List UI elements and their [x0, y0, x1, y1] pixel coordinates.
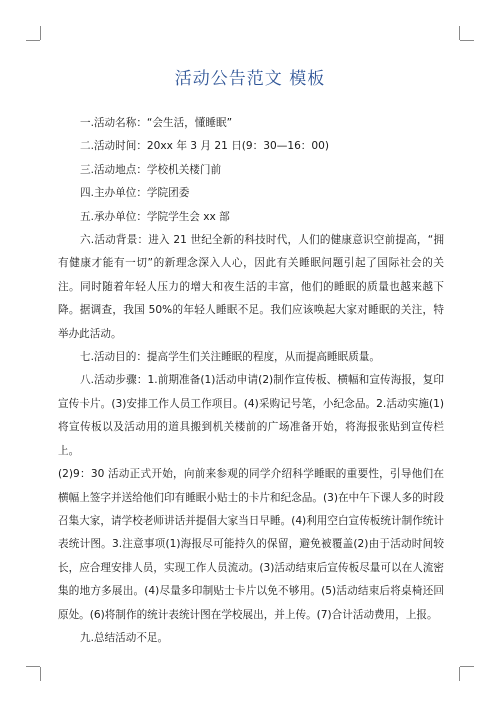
paragraph-purpose: 七.活动目的：提高学生们关注睡眠的程度，从而提高睡眠质量。 [80, 351, 380, 364]
paragraph-activity-location: 三.活动地点：学校机关楼门前 [80, 163, 222, 176]
corner-mark-bottom-left-horizontal [26, 666, 40, 667]
paragraph-activity-name: 一.活动名称：“会生活，懂睡眠” [80, 117, 233, 129]
document-body [58, 112, 444, 650]
paragraph-background: 六.活动背景：进入 21 世纪全新的科技时代，人们的健康意识空前提高，“拥有健康才能有一切”的新理念深入人心，因此有关睡眠问题引起了国际社会的关注。同时随着年轻人压力的增大和夜生活的丰富，他们的睡眠的质量也越来越下降。据调查，我国 50%的年轻人睡眠不足。我们应该唤起大家对睡眠的关注，特举办此活动。 [58, 234, 444, 340]
paragraph-activity-time: 二.活动时间：20xx 年 3 月 21 日(9：30—16：00) [80, 140, 330, 153]
paragraph-steps: 八.活动步骤：1.前期准备(1)活动申请(2)制作宣传板、横幅和宣传海报，复印宣传卡片。(3)安排工作人员工作项目。(4)采购记号笔，小纪念品。2.活动实施(1)将宣传板以及活动用的道具搬到机关楼前的广场准备开始，将海报张贴到宣传栏上。 [58, 374, 444, 457]
paragraph-organizer: 四.主办单位：学院团委 [80, 187, 190, 200]
corner-mark-bottom-left-vertical [40, 667, 41, 681]
corner-mark-bottom-right-vertical [459, 667, 460, 681]
corner-mark-top-right-vertical [459, 26, 460, 40]
corner-mark-top-right-horizontal [460, 40, 474, 41]
corner-mark-top-left-vertical [40, 26, 41, 40]
corner-mark-top-left-horizontal [26, 40, 40, 41]
corner-mark-bottom-right-horizontal [460, 666, 474, 667]
paragraph-summary: 九.总结活动不足。 [80, 631, 169, 644]
paragraph-co-organizer: 五.承办单位：学院学生会 xx 部 [80, 210, 230, 223]
document-title: 活动公告范文 模板 [174, 69, 326, 89]
paragraph-steps-continued: (2)9：30 活动正式开始，向前来参观的同学介绍科学睡眠的重要性，引导他们在横幅上签字并送给他们印有睡眠小贴士的卡片和纪念品。(3)在中午下课人多的时段召集大家，请学校老师讲话并提倡大家当日早睡。(4)利用空白宣传板统计制作统计表统计图。3.注意事项(1)海报尽可能持久的保留，避免被覆盖(2)由于活动时间较长，应合理安排人员，实现工作人员流动。(3)活动结束后宣传板尽量可以在人流密集的地方多展出。(4)尽量多印制贴士卡片以免不够用。(5)活动结束后将桌椅还回原处。(6)将制作的统计表统计图在学校展出，并上传。(7)合计活动费用，上报。 [58, 468, 444, 621]
